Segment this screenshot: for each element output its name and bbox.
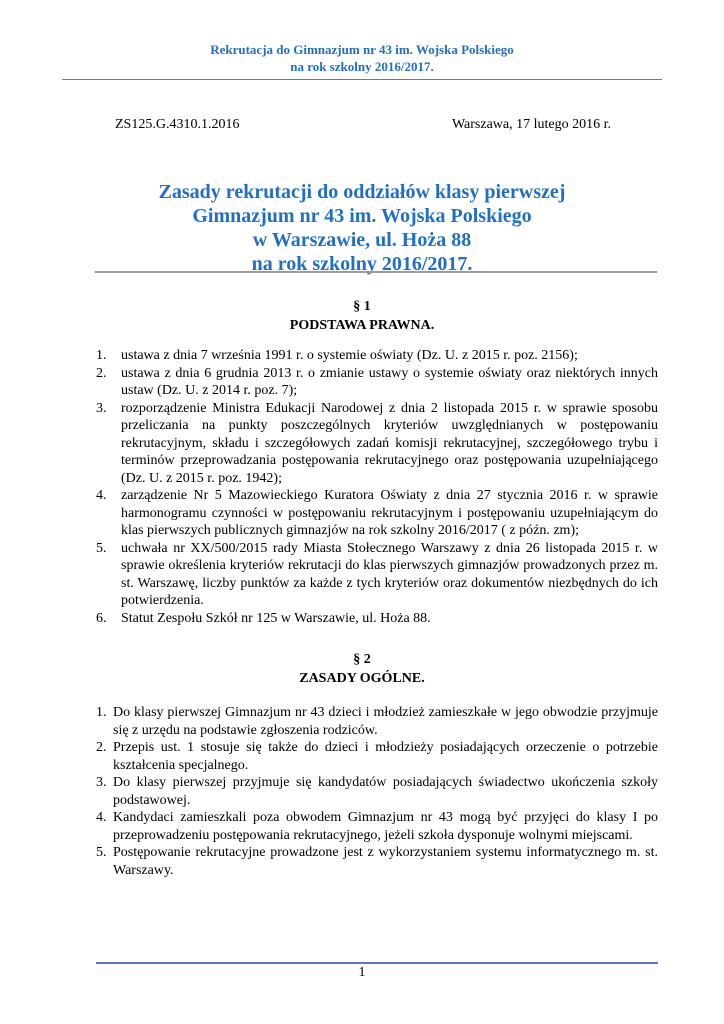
title-line-2: Gimnazjum nr 43 im. Wojska Polskiego [192,205,532,227]
list-item-number: 1. [96,348,107,363]
section-2-title: ZASADY OGÓLNE. [299,671,425,686]
title-divider [95,271,657,273]
section-2-number: § 2 [353,652,371,667]
footer-divider [96,962,658,964]
header-line-1: Rekrutacja do Gimnazjum nr 43 im. Wojska Polskiego [210,42,514,57]
list-item-number: 4. [96,810,107,825]
list-item-text: Statut Zespołu Szkół nr 125 w Warszawie, ul. Hoża 88. [121,610,431,626]
header-line-2: na rok szkolny 2016/2017. [290,59,434,74]
list-item-number: 6. [96,610,107,626]
list-item-text: Do klasy pierwszej przyjmuje się kandydatów posiadających świadectwo ukończenia szkoły podstawowej. [113,775,658,808]
section-1-heading [0,297,724,335]
section-2-heading [0,650,724,688]
list-item [96,809,658,844]
list-item-text: Do klasy pierwszej Gimnazjum nr 43 dzieci i młodzież zamieszkałe w jego obwodzie przyjmuje się z urzędu na podstawie zgłoszenia rodziców. [113,705,658,738]
list-item-text: rozporządzenie Ministra Edukacji Narodowej z dnia 2 listopada 2015 r. w sprawie sposobu przeliczania na punkty poszczególnych kryteriów uwzględnianych w postępowaniu rekrutacyjnym, składu i szczegółowych zadań komisji rekrutacyjnej, szczegółowego trybu i terminów przeprowadzania postępowania rekrutacyjnego oraz postępowania uzupełniającego (Dz. U. z 2015 r. poz. 1942); [121,400,658,486]
section-1-number: § 1 [353,299,371,314]
list-item-number: 5. [96,540,107,556]
list-item-number: 2. [96,740,107,755]
list-item [96,610,658,628]
list-item [96,774,658,809]
list-item [96,739,658,774]
header-divider [62,79,662,80]
list-item-text: Przepis ust. 1 stosuje się także do dzieci i młodzieży posiadających orzeczenie o potrzebie kształcenia specjalnego. [113,740,658,773]
list-item-number: 3. [96,400,107,416]
list-item-text: Kandydaci zamieszkali poza obwodem Gimnazjum nr 43 mogą być przyjęci do klasy I po przeprowadzeniu postępowania rekrutacyjnego, jeżeli szkoła dysponuje wolnymi miejscami. [113,810,658,843]
list-item-number: 3. [96,775,107,790]
list-item-text: ustawa z dnia 7 września 1991 r. o systemie oświaty (Dz. U. z 2015 r. poz. 2156); [121,348,578,363]
list-item-number: 5. [96,845,107,860]
list-item [96,540,658,610]
list-item [96,487,658,540]
list-item [96,844,658,879]
legal-basis-list [96,347,658,627]
list-item-number: 1. [96,705,107,720]
title-line-3: w Warszawie, ul. Hoża 88 [252,229,472,251]
list-item [96,704,658,739]
document-title [0,180,724,276]
title-line-1: Zasady rekrutacji do oddziałów klasy pierwszej [158,181,566,203]
list-item [96,365,658,400]
list-item-text: Postępowanie rekrutacyjne prowadzone jest z wykorzystaniem systemu informatycznego m. st. Warszawy. [113,845,658,878]
list-item [96,347,658,365]
page-number: 1 [358,965,366,980]
section-1-title: PODSTAWA PRAWNA. [289,318,435,333]
page-header [0,41,724,75]
general-rules-list [96,704,658,879]
document-reference: ZS125.G.4310.1.2016 [115,117,240,132]
list-item-number: 4. [96,488,107,503]
title-line-4: na rok szkolny 2016/2017. [251,253,473,275]
list-item-text: uchwała nr XX/500/2015 rady Miasta Stołecznego Warszawy z dnia 26 listopada 2015 r. w sprawie określenia kryteriów rekrutacji do klas pierwszych gimnazjów prowadzonych przez m. st. Warszawę, liczby punktów za każde z tych kryteriów oraz dokumentów niezbędnych do ich potwierdzenia. [121,540,658,608]
list-item [96,400,658,488]
list-item-number: 2. [96,365,107,381]
place-and-date: Warszawa, 17 lutego 2016 r. [451,117,611,132]
list-item-text: ustawa z dnia 6 grudnia 2013 r. o zmianie ustawy o systemie oświaty oraz niektórych innych ustaw (Dz. U. z 2014 r. poz. 7); [121,365,658,398]
list-item-text: zarządzenie Nr 5 Mazowieckiego Kuratora Oświaty z dnia 27 stycznia 2016 r. w sprawie harmonogramu czynności w postępowaniu rekrutacyjnym i postępowaniu uzupełniającym do klas pierwszych publicznych gimnazjów na rok szkolny 2016/2017 ( z późn. zm); [121,488,658,538]
